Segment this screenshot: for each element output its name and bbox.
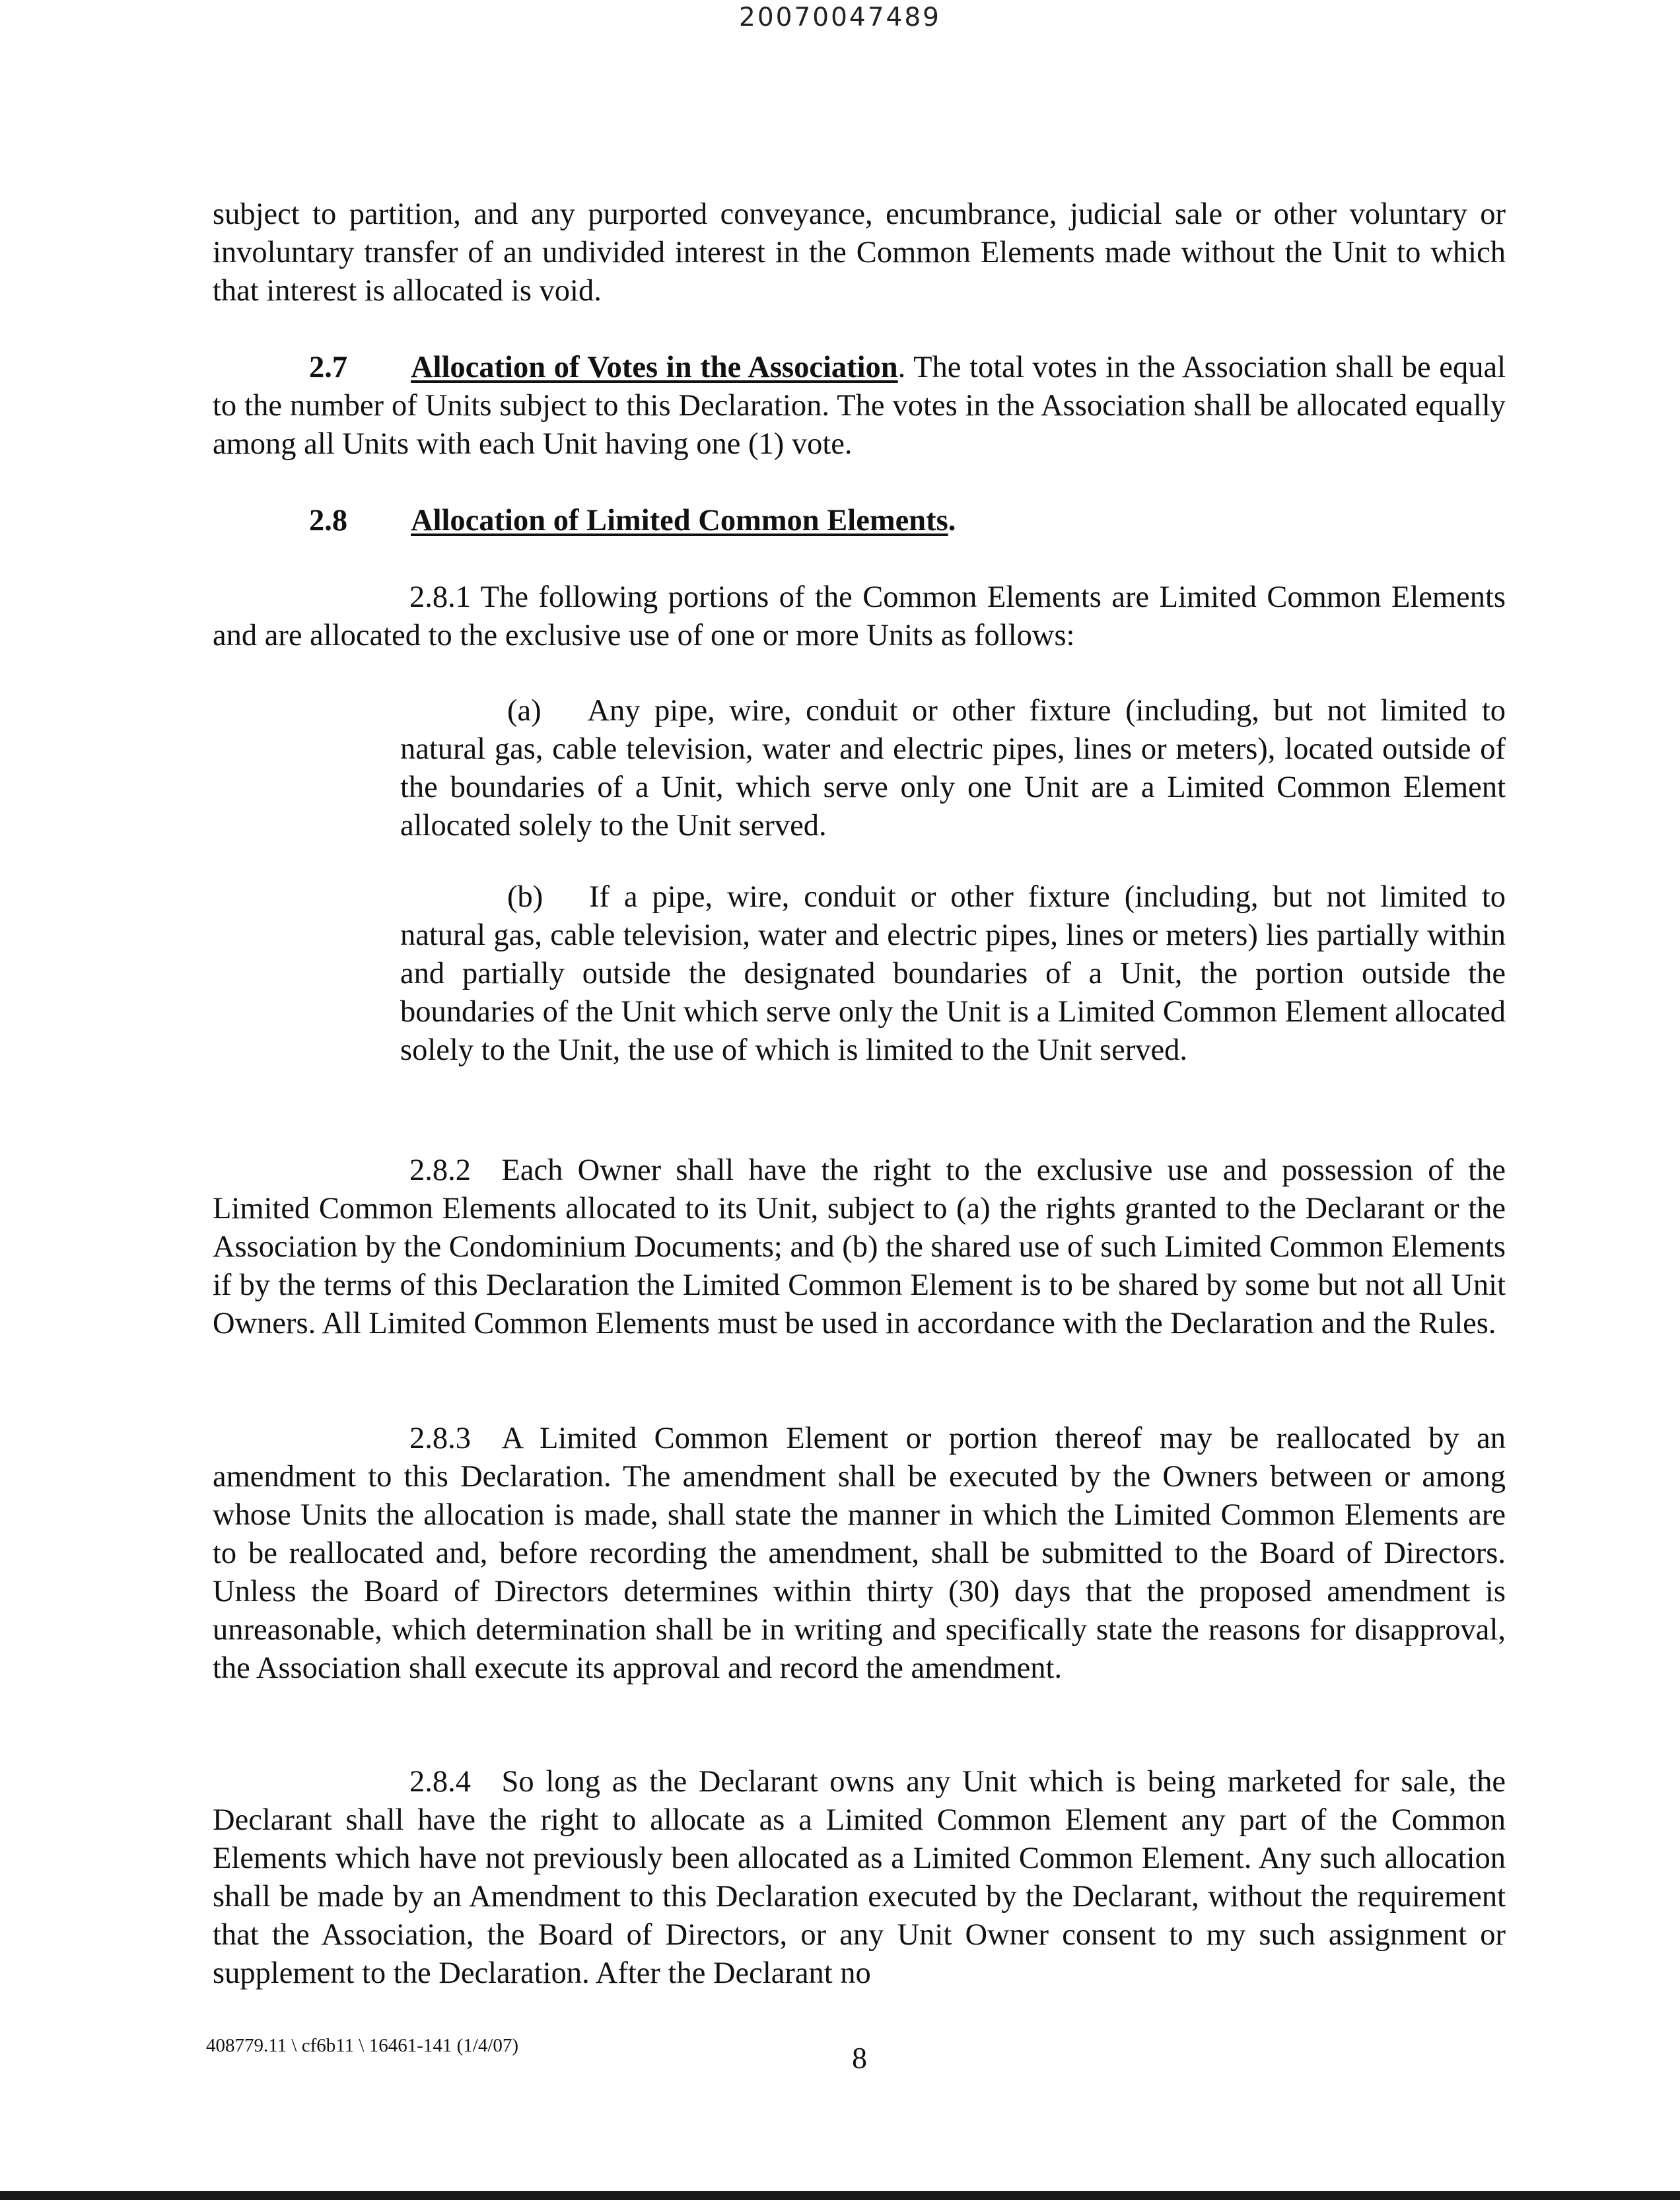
section-2-8-heading: 2.8 Allocation of Limited Common Elements.: [309, 502, 956, 540]
section-2-7-paragraph: [213, 349, 1506, 464]
section-2-8-title: Allocation of Limited Common Elements: [411, 504, 948, 537]
page-number: 8: [852, 2041, 867, 2075]
section-2-8-2-paragraph: 2.8.2 Each Owner shall have the right to the exclusive use and possession of the Limited Common Elements allocated to its Unit, subject to (a) the rights granted to the Declarant or the Association by the Condominium Documents; and (b) the shared use of such Limited Common Elements if by the terms of this Declaration the Limited Common Element is to be shared by some but not all Unit Owners. All Limited Common Elements must be used in accordance with the Declaration and the Rules.: [213, 1154, 1506, 1340]
section-2-8-4-paragraph: 2.8.4 So long as the Declarant owns any Unit which is being marketed for sale, the Declarant shall have the right to allocate as a Limited Common Element any part of the Common Elements which have not previously been allocated as a Limited Common Element. Any such allocation shall be made by an Amendment to this Declaration executed by the Declarant, without the requirement that the Association, the Board of Directors, or any Unit Owner consent to my such assignment or supplement to the Declaration. After the Declarant no: [213, 1765, 1506, 1990]
document-number: 20070047489: [739, 3, 941, 32]
section-2-8-1-item-b: (b) If a pipe, wire, conduit or other fixture (including, but not limited to natural gas, cable television, water and electric pipes, lines or meters) lies partially within and partially outside the designated boundaries of a Unit, the portion outside the boundaries of the Unit which serve only the Unit is a Limited Common Element allocated solely to the Unit, the use of which is limited to the Unit served.: [400, 880, 1506, 1067]
section-2-8-3-paragraph: 2.8.3 A Limited Common Element or portion thereof may be reallocated by an amendment to this Declaration. The amendment shall be executed by the Owners between or among whose Units the allocation is made, shall state the manner in which the Limited Common Elements are to be reallocated and, before recording the amendment, shall be submitted to the Board of Directors. Unless the Board of Directors determines within thirty (30) days that the proposed amendment is unreasonable, which determination shall be in writing and specifically state the reasons for disapproval, the Association shall execute its approval and record the amendment.: [213, 1422, 1506, 1685]
section-2-7-title: Allocation of Votes in the Association: [411, 351, 898, 384]
section-2-8-number: 2.8: [309, 504, 348, 537]
section-2-8-1-paragraph: 2.8.1 The following portions of the Common Elements are Limited Common Elements and are allocated to the exclusive use of one or more Units as follows:: [213, 580, 1506, 652]
footer-document-reference: 408779.11 \ cf6b11 \ 16461-141 (1/4/07): [206, 2035, 519, 2056]
section-2-7-number: 2.7 Allocation of Votes in the Association: [309, 351, 898, 384]
section-2-7-text: . The total votes in the Association shall be equal to the number of Units subject to this Declaration. The votes in the Association shall be allocated equally among all Units with each Unit having one (1) vote.: [213, 351, 1506, 461]
intro-paragraph: subject to partition, and any purported conveyance, encumbrance, judicial sale or other voluntary or involuntary transfer of an undivided interest in the Common Elements made without the Unit to which that interest is allocated is void.: [213, 197, 1506, 308]
bottom-scan-border: [0, 2191, 1680, 2200]
section-2-8-1-item-a: (a) Any pipe, wire, conduit or other fixture (including, but not limited to natural gas, cable television, water and electric pipes, lines or meters), located outside of the boundaries of a Unit, which serve only one Unit are a Limited Common Element allocated solely to the Unit served.: [400, 694, 1506, 843]
